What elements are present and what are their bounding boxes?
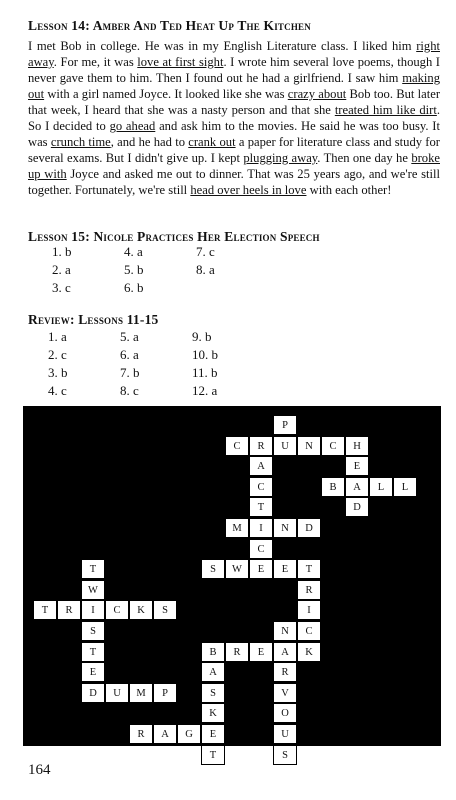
crossword-cell: A — [201, 662, 225, 682]
crossword-cell: C — [105, 600, 129, 620]
paragraph-text: . For me, it was — [53, 55, 138, 69]
answer-item: 7. c — [196, 244, 215, 259]
crossword-cell: P — [273, 415, 297, 435]
underlined-phrase: head over heels in love — [190, 183, 307, 197]
crossword-cell: M — [129, 683, 153, 703]
crossword-cell: D — [81, 683, 105, 703]
paragraph-text: Joyce and asked me out to dinner. That was 25 years ago, and we're still together. Fortunately, we're still — [28, 167, 440, 197]
crossword-cell: S — [153, 600, 177, 620]
crossword-cell: L — [369, 477, 393, 497]
answer-item: 10. b — [192, 347, 218, 362]
crossword-cell: C — [249, 539, 273, 559]
crossword-cell: I — [297, 600, 321, 620]
crossword-cell: T — [249, 497, 273, 517]
answer-item: 2. c — [48, 347, 67, 362]
crossword-cell: C — [249, 477, 273, 497]
crossword-cell: G — [177, 724, 201, 744]
underlined-phrase: right away — [28, 39, 440, 69]
underlined-phrase: love at first sight — [137, 55, 224, 69]
answer-item: 1. a — [48, 329, 67, 344]
answer-item: 6. a — [120, 347, 139, 362]
lesson-14-title: Lesson 14: Amber And Ted Heat Up The Kitchen — [28, 18, 311, 33]
crossword-cell: K — [297, 642, 321, 662]
crossword-cell: U — [273, 724, 297, 744]
answer-item: 7. b — [120, 365, 140, 380]
answer-item: 9. b — [192, 329, 212, 344]
crossword-cell: L — [393, 477, 417, 497]
paragraph-text: with a girl named Joyce. It looked like she was — [44, 87, 288, 101]
crossword-cell: R — [273, 662, 297, 682]
paragraph-text: Bob too. But later that week, I heard that she was a nasty person and that she — [28, 87, 441, 117]
crossword-cell: W — [225, 559, 249, 579]
crossword-cell: C — [297, 621, 321, 641]
underlined-phrase: crazy about — [287, 87, 347, 101]
paragraph-text: , and he had to — [110, 135, 189, 149]
crossword-cell: D — [345, 497, 369, 517]
review-title: Review: Lessons 11-15 — [28, 312, 159, 327]
crossword-cell: D — [297, 518, 321, 538]
answer-item: 11. b — [192, 365, 218, 380]
crossword-cell: K — [201, 703, 225, 723]
crossword-cell: E — [273, 559, 297, 579]
underlined-phrase: making out — [28, 71, 440, 101]
paragraph-text: . Then one day he — [317, 151, 412, 165]
answer-item: 8. c — [120, 383, 139, 398]
paragraph-text: I met Bob in college. He was in my English Literature class. I liked him — [28, 39, 417, 53]
crossword-cell: A — [345, 477, 369, 497]
crossword-cell: A — [153, 724, 177, 744]
answer-item: 4. c — [48, 383, 67, 398]
crossword-cell: E — [249, 642, 273, 662]
crossword-cell: T — [81, 559, 105, 579]
crossword-cell: A — [273, 642, 297, 662]
crossword-cell: R — [129, 724, 153, 744]
answer-item: 5. a — [120, 329, 139, 344]
crossword-cell: V — [273, 683, 297, 703]
paragraph-text: and ask him to the movies. He said he was too busy. It was — [28, 119, 440, 149]
crossword-cell: R — [249, 436, 273, 456]
paragraph-text: with each other! — [306, 183, 392, 197]
crossword-cell: E — [249, 559, 273, 579]
crossword-cell: N — [273, 621, 297, 641]
crossword-cell: K — [129, 600, 153, 620]
crossword-cell: S — [201, 559, 225, 579]
crossword-cell: U — [273, 436, 297, 456]
answer-item: 3. b — [48, 365, 68, 380]
crossword-cell: M — [225, 518, 249, 538]
crossword-cell: T — [201, 745, 225, 765]
crossword-cell: H — [345, 436, 369, 456]
crossword-cell: T — [297, 559, 321, 579]
underlined-phrase: plugging away — [243, 151, 318, 165]
answer-item: 12. a — [192, 383, 218, 398]
crossword-cell: N — [273, 518, 297, 538]
crossword-cell: E — [201, 724, 225, 744]
crossword-cell: O — [273, 703, 297, 723]
crossword-cell: S — [81, 621, 105, 641]
crossword-cell: E — [81, 662, 105, 682]
answer-item: 4. a — [124, 244, 143, 259]
crossword-cell: R — [225, 642, 249, 662]
crossword-puzzle — [23, 406, 441, 761]
crossword-cell: E — [345, 456, 369, 476]
answer-item: 3. c — [52, 280, 71, 295]
crossword-cell: N — [297, 436, 321, 456]
paragraph-text: . So I decided to — [28, 103, 441, 133]
crossword-cell: I — [81, 600, 105, 620]
crossword-cell: I — [249, 518, 273, 538]
crossword-cell: B — [321, 477, 345, 497]
lesson-15-title: Lesson 15: Nicole Practices Her Election Speech — [28, 229, 320, 244]
crossword-cell: W — [81, 580, 105, 600]
underlined-phrase: broke up with — [28, 151, 440, 181]
crossword-cell: R — [297, 580, 321, 600]
underlined-phrase: crunch time — [50, 135, 111, 149]
page-number: 164 — [28, 762, 51, 778]
paragraph-text: . I wrote him several love poems, though I never gave them to him. Then I found out he had a girlfriend. I saw him — [28, 55, 440, 85]
crossword-cell: P — [153, 683, 177, 703]
crossword-cell: B — [201, 642, 225, 662]
answer-item: 8. a — [196, 262, 215, 277]
lesson-14-paragraph — [28, 38, 440, 198]
crossword-cell: T — [81, 642, 105, 662]
answer-item: 2. a — [52, 262, 71, 277]
crossword-cell: C — [321, 436, 345, 456]
crossword-cell: S — [273, 745, 297, 765]
crossword-cell: S — [201, 683, 225, 703]
crossword-cell: T — [33, 600, 57, 620]
crossword-cell: C — [225, 436, 249, 456]
paragraph-text: a paper for literature class and study for several exams. But I didn't give up. I kept — [28, 135, 440, 165]
crossword-cell: U — [105, 683, 129, 703]
underlined-phrase: treated him like dirt — [334, 103, 437, 117]
underlined-phrase: go ahead — [109, 119, 156, 133]
crossword-cell: R — [57, 600, 81, 620]
answer-item: 1. b — [52, 244, 72, 259]
crossword-cell: A — [249, 456, 273, 476]
underlined-phrase: crank out — [188, 135, 236, 149]
answer-item: 5. b — [124, 262, 144, 277]
answer-item: 6. b — [124, 280, 144, 295]
